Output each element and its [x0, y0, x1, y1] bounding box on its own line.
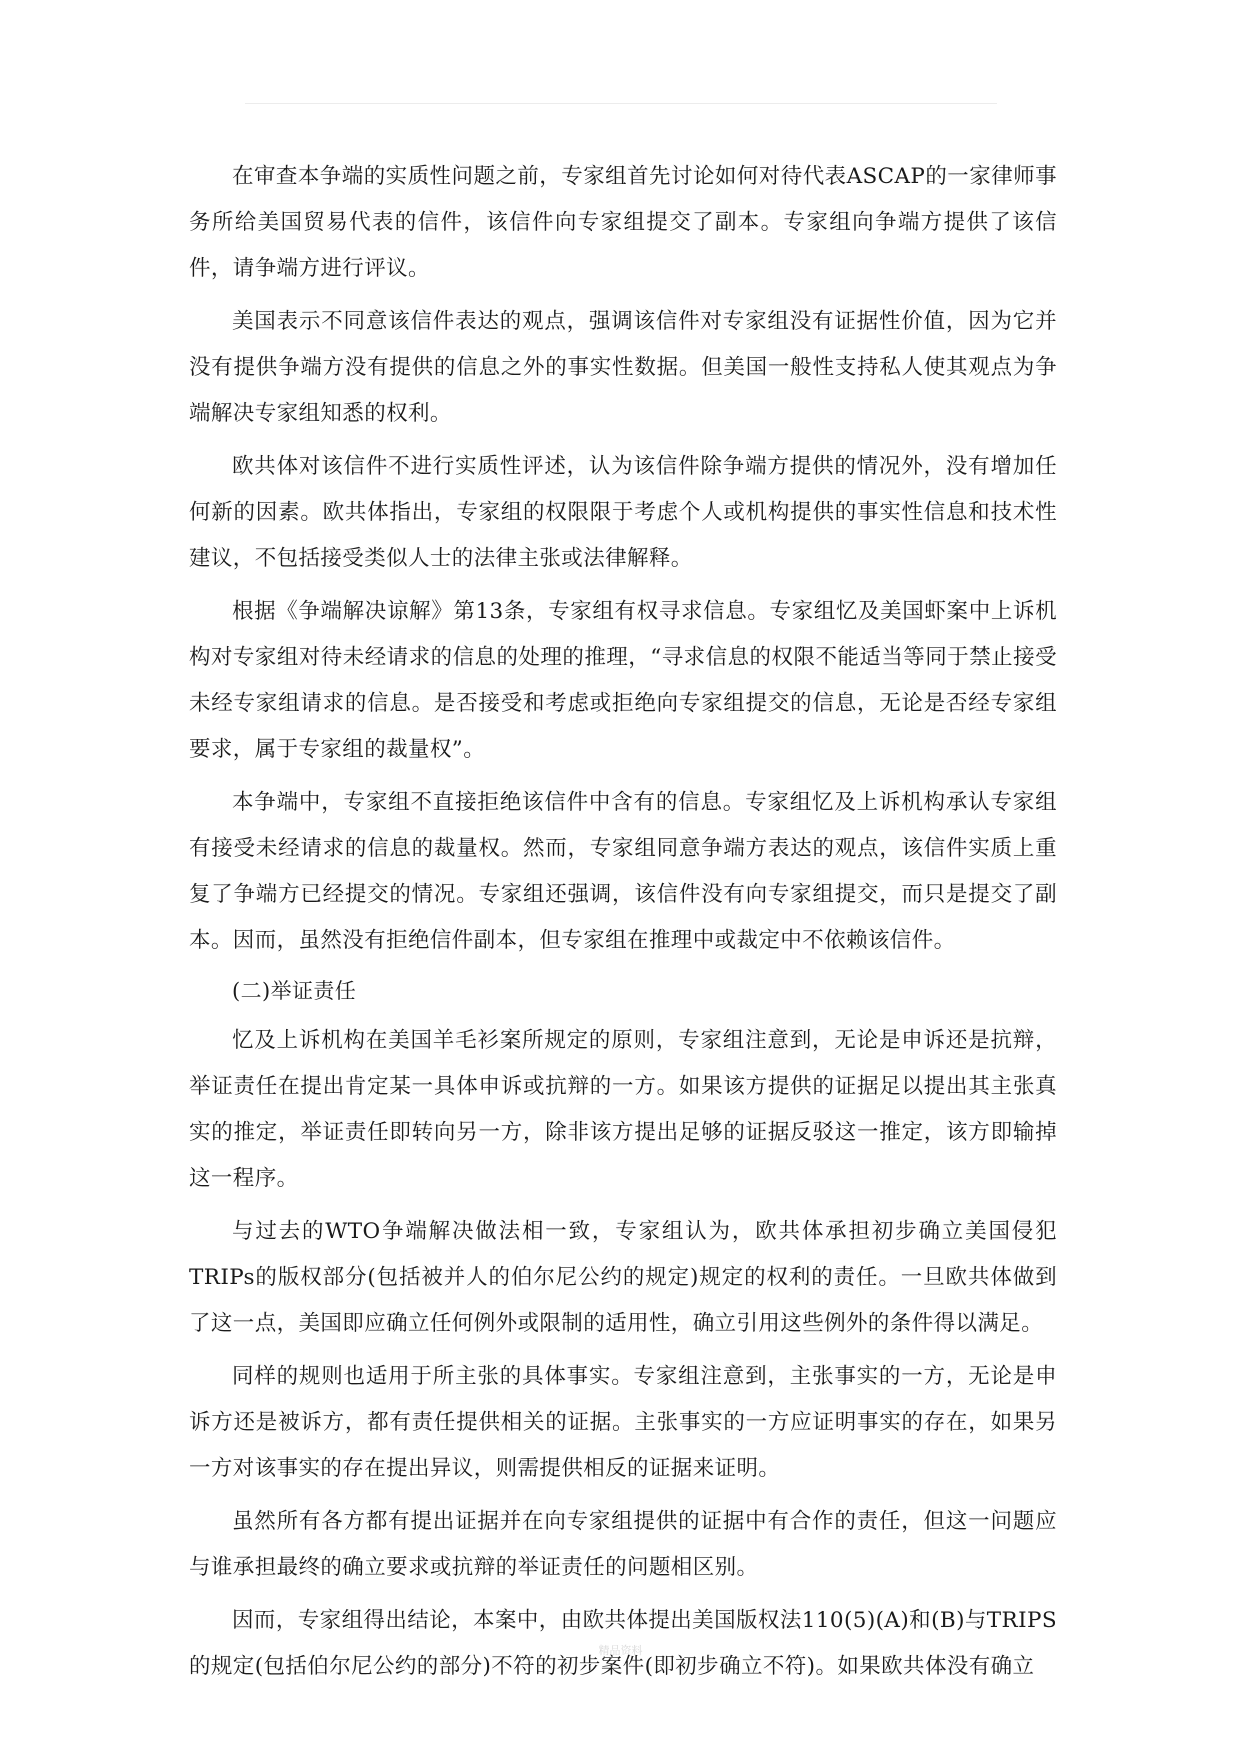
paragraph-panel-discretion: 本争端中，专家组不直接拒绝该信件中含有的信息。专家组忆及上诉机构承认专家组有接受未经请求的信息的裁量权。然而，专家组同意争端方表达的观点，该信件实质上重复了争端方已经提交的情况。专家组还强调，该信件没有向专家组提交，而只是提交了副本。因而，虽然没有拒绝信件副本，但专家组在推理中或裁定中不依赖该信件。 — [189, 790, 1057, 953]
paragraph-us-position: 美国表示不同意该信件表达的观点，强调该信件对专家组没有证据性价值，因为它并没有提供争端方没有提供的信息之外的事实性数据。但美国一般性支持私人使其观点为争端解决专家组知悉的权利。 — [189, 309, 1057, 426]
document-body — [189, 154, 1057, 1697]
paragraph-conclusion: 因而，专家组得出结论，本案中，由欧共体提出美国版权法110(5)(A)和(B)与TRIPS的规定(包括伯尔尼公约的部分)不符的初步案件(即初步确立不符)。如果欧共体没有确立 — [189, 1608, 1057, 1679]
paragraph-ascap-letter: 在审查本争端的实质性问题之前，专家组首先讨论如何对待代表ASCAP的一家律师事务所给美国贸易代表的信件，该信件向专家组提交了副本。专家组向争端方提供了该信件，请争端方进行评议。 — [189, 164, 1057, 281]
footer-watermark: 精品资料 — [598, 1644, 643, 1657]
paragraph-wool-shirts-principle: 忆及上诉机构在美国羊毛衫案所规定的原则，专家组注意到，无论是申诉还是抗辩，举证责任在提出肯定某一具体申诉或抗辩的一方。如果该方提供的证据足以提出其主张真实的推定，举证责任即转向另一方，除非该方提出足够的证据反驳这一推定，该方即输掉这一程序。 — [189, 1028, 1057, 1191]
paragraph-wto-practice: 与过去的WTO争端解决做法相一致，专家组认为，欧共体承担初步确立美国侵犯TRIPs的版权部分(包括被并人的伯尔尼公约的规定)规定的权利的责任。一旦欧共体做到了这一点，美国即应确立任何例外或限制的适用性，确立引用这些例外的条件得以满足。 — [189, 1219, 1057, 1336]
paragraph-ec-position: 欧共体对该信件不进行实质性评述，认为该信件除争端方提供的情况外，没有增加任何新的因素。欧共体指出，专家组的权限限于考虑个人或机构提供的事实性信息和技术性建议，不包括接受类似人士的法律主张或法律解释。 — [189, 454, 1057, 571]
paragraph-facts-rule: 同样的规则也适用于所主张的具体事实。专家组注意到，主张事实的一方，无论是申诉方还是被诉方，都有责任提供相关的证据。主张事实的一方应证明事实的存在，如果另一方对该事实的存在提出异议，则需提供相反的证据来证明。 — [189, 1364, 1057, 1481]
paragraph-dsu-article-13: 根据《争端解决谅解》第13条，专家组有权寻求信息。专家组忆及美国虾案中上诉机构对专家组对待未经请求的信息的处理的推理，“寻求信息的权限不能适当等同于禁止接受未经专家组请求的信息。是否接受和考虑或拒绝向专家组提交的信息，无论是否经专家组要求，属于专家组的裁量权”。 — [189, 599, 1057, 762]
section-heading-burden-of-proof: (二)举证责任 — [232, 979, 357, 1003]
header-rule — [245, 103, 997, 104]
paragraph-cooperation-duty: 虽然所有各方都有提出证据并在向专家组提供的证据中有合作的责任，但这一问题应与谁承担最终的确立要求或抗辩的举证责任的问题相区别。 — [189, 1509, 1057, 1580]
